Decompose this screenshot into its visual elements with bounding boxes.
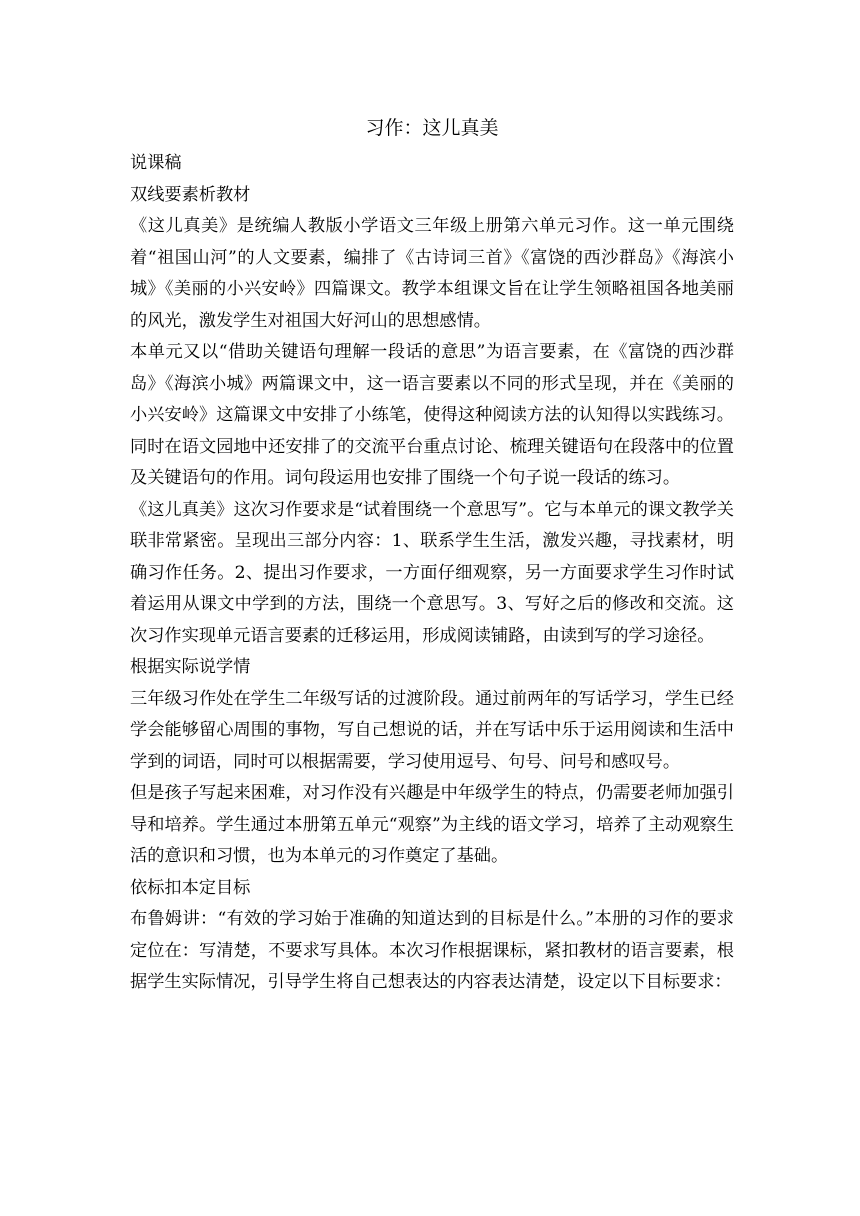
document-title: 习作：这儿真美 — [365, 117, 499, 139]
section-heading-lecture: 说课稿 — [130, 153, 182, 173]
paragraph-goals-1: 布鲁姆讲：“有效的学习始于准确的知道达到的目标是什么。”本册的习作的要求定位在：写清楚，不要求写具体。本次习作根据课标，紧扣教材的语言要素，根据学生实际情况，引导学生将自己想表达的内容表达清楚，设定以下目标要求： — [130, 909, 734, 992]
paragraph-textbook-3: 《这儿真美》这次习作要求是“试着围绕一个意思写”。它与本单元的课文教学关联非常紧密。呈现出三部分内容：1、联系学生生活，激发兴趣，寻找素材，明确习作任务。2、提出习作要求，一方面仔细观察，另一方面要求学生习作时试着运用从课文中学到的方法，围绕一个意思写。3、写好之后的修改和交流。这次习作实现单元语言要素的迁移运用，形成阅读铺路，由读到写的学习途径。 — [130, 499, 734, 646]
section-heading-textbook: 双线要素析教材 — [130, 184, 251, 205]
paragraph-textbook-2: 本单元又以“借助关键语句理解一段话的意思”为语言要素，在《富饶的西沙群岛》《海滨小城》两篇课文中，这一语言要素以不同的形式呈现，并在《美丽的小兴安岭》这篇课文中安排了小练笔，使得这种阅读方法的认知得以实践练习。同时在语文园地中还安排了的交流平台重点讨论、梳理关键语句在段落中的位置及关键语句的作用。词句段运用也安排了围绕一个句子说一段话的练习。 — [130, 342, 734, 488]
section-heading-learners: 根据实际说学情 — [130, 657, 251, 677]
paragraph-learners-2: 但是孩子写起来困难，对习作没有兴趣是中年级学生的特点，仍需要老师加强引导和培养。学生通过本册第五单元“观察”为主线的语文学习，培养了主动观察生活的意识和习惯，也为本单元的习作奠定了基础。 — [130, 783, 734, 866]
paragraph-textbook-1: 《这儿真美》是统编人教版小学语文三年级上册第六单元习作。这一单元围绕着“祖国山河”的人文要素，编排了《古诗词三首》《富饶的西沙群岛》《海滨小城》《美丽的小兴安岭》四篇课文。教学本组课文旨在让学生领略祖国各地美丽的风光，激发学生对祖国大好河山的思想感情。 — [130, 216, 734, 331]
paragraph-learners-1: 三年级习作处在学生二年级写话的过渡阶段。通过前两年的写话学习，学生已经学会能够留心周围的事物，写自己想说的话，并在写话中乐于运用阅读和生活中学到的词语，同时可以根据需要，学习使用逗号、句号、问号和感叹号。 — [130, 688, 734, 772]
section-heading-goals: 依标扣本定目标 — [130, 877, 251, 898]
